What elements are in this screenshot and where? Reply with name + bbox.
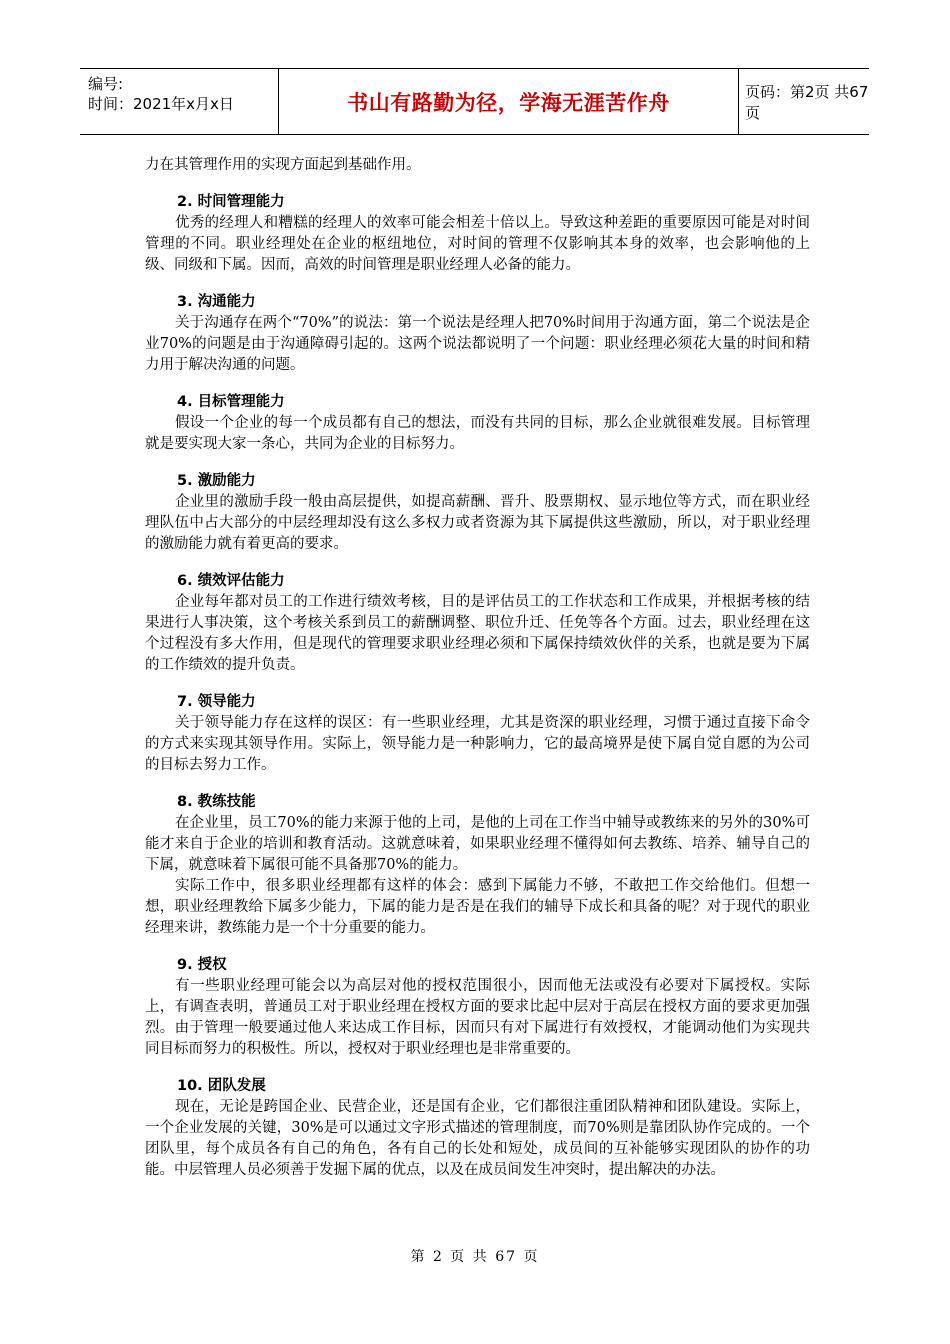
section — [145, 1076, 810, 1181]
header-motto-cell — [279, 69, 739, 134]
section-heading: 6. 绩效评估能力 — [177, 573, 285, 589]
document-time-label: 时间：2021年x月x日 — [88, 95, 234, 113]
section-paragraph: 企业每年都对员工的工作进行绩效考核，目的是评估员工的工作状态和工作成果，并根据考核的结果进行人事决策，这个考核关系到员工的薪酬调整、职位升迁、任免等各个方面。过去，职业经理在这个过程没有多大作用，但是现代的管理要求职业经理必须和下属保持绩效伙伴的关系，也就是要为下属的工作绩效的提升负责。 — [145, 594, 810, 673]
section — [145, 571, 810, 676]
section-heading: 8. 教练技能 — [177, 794, 256, 810]
sections-container — [145, 192, 810, 1181]
header-motto: 书山有路勤为径，学海无涯苦作舟 — [347, 90, 670, 115]
document-number-label: 编号: — [88, 75, 124, 93]
section — [145, 955, 810, 1060]
section — [145, 392, 810, 455]
section-heading: 4. 目标管理能力 — [177, 394, 285, 410]
section-paragraph: 实际工作中，很多职业经理都有这样的体会：感到下属能力不够，不敢把工作交给他们。但想一想，职业经理教给下属多少能力，下属的能力是否是在我们的辅导下成长和具备的呢？对于现代的职业经理来讲，教练能力是一个十分重要的能力。 — [145, 878, 810, 936]
section — [145, 692, 810, 776]
section-paragraph: 现在，无论是跨国企业、民营企业，还是国有企业，它们都很注重团队精神和团队建设。实际上，一个企业发展的关键，30%是可以通过文字形式描述的管理制度，而70%则是靠团队协作完成的。一个团队里，每个成员各有自己的角色，各有自己的长处和短处，成员间的互补能够实现团队的协作的功能。中层管理人员必须善于发掘下属的优点，以及在成员间发生冲突时，提出解决的办法。 — [145, 1099, 810, 1178]
section-heading: 10. 团队发展 — [177, 1078, 266, 1094]
section — [145, 792, 810, 939]
section-paragraph: 关于领导能力存在这样的误区：有一些职业经理，尤其是资深的职业经理，习惯于通过直接下命令的方式来实现其领导作用。实际上，领导能力是一种影响力，它的最高境界是使下属自觉自愿的为公司的目标去努力工作。 — [145, 715, 810, 773]
intro-paragraph: 力在其管理作用的实现方面起到基础作用。 — [145, 157, 421, 173]
header-meta — [80, 69, 279, 134]
page-footer: 第 2 页 共 67 页 — [410, 1249, 540, 1265]
section-heading: 5. 激励能力 — [177, 473, 256, 489]
header-page-info: 页码：第2页 共67页 — [745, 82, 869, 122]
section-paragraph: 优秀的经理人和糟糕的经理人的效率可能会相差十倍以上。导致这种差距的重要原因可能是对时间管理的不同。职业经理处在企业的枢纽地位，对时间的管理不仅影响其本身的效率，也会影响他的上级、同级和下属。因而，高效的时间管理是职业经理人必备的能力。 — [145, 215, 810, 273]
page-header — [80, 68, 869, 135]
document-body — [145, 155, 810, 1181]
section — [145, 292, 810, 376]
section-heading: 2. 时间管理能力 — [177, 194, 285, 210]
section-paragraph: 关于沟通存在两个“70%”的说法：第一个说法是经理人把70%时间用于沟通方面，第二个说法是企业70%的问题是由于沟通障碍引起的。这两个说法都说明了一个问题：职业经理必须花大量的时间和精力用于解决沟通的问题。 — [145, 315, 810, 373]
section-paragraph: 在企业里，员工70%的能力来源于他的上司，是他的上司在工作当中辅导或教练来的另外的30%可能才来自于企业的培训和教育活动。这就意味着，如果职业经理不懂得如何去教练、培养、辅导自己的下属，就意味着下属很可能不具备那70%的能力。 — [145, 815, 810, 873]
section-heading: 7. 领导能力 — [177, 694, 256, 710]
section-heading: 3. 沟通能力 — [177, 294, 256, 310]
section-heading: 9. 授权 — [177, 957, 227, 973]
section-paragraph: 假设一个企业的每一个成员都有自己的想法，而没有共同的目标，那么企业就很难发展。目标管理就是要实现大家一条心，共同为企业的目标努力。 — [145, 415, 810, 452]
section-paragraph: 企业里的激励手段一般由高层提供，如提高薪酬、晋升、股票期权、显示地位等方式，而在职业经理队伍中占大部分的中层经理却没有这么多权力或者资源为其下属提供这些激励，所以，对于职业经理的激励能力就有着更高的要求。 — [145, 494, 810, 552]
section-paragraph: 有一些职业经理可能会以为高层对他的授权范围很小，因而他无法或没有必要对下属授权。实际上，有调查表明，普通员工对于职业经理在授权方面的要求比起中层对于高层在授权方面的要求更加强烈。由于管理一般要通过他人来达成工作目标，因而只有对下属进行有效授权，才能调动他们为实现共同目标而努力的积极性。所以，授权对于职业经理也是非常重要的。 — [145, 978, 810, 1057]
section — [145, 192, 810, 276]
section — [145, 471, 810, 555]
